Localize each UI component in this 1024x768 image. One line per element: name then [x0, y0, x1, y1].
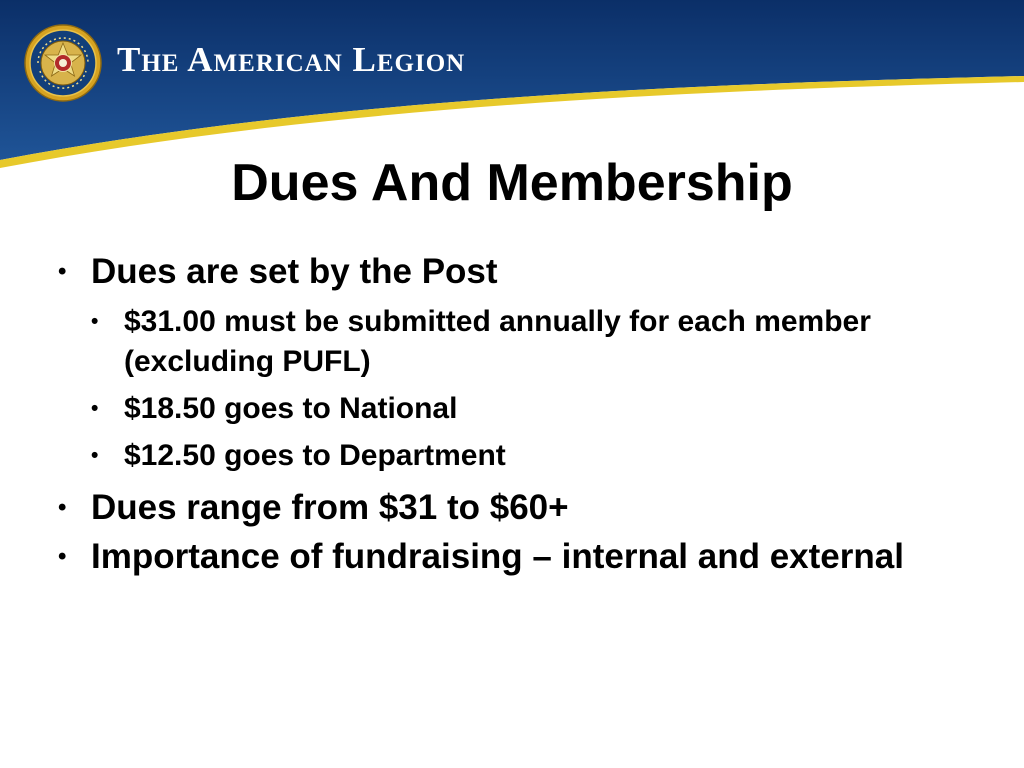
- sub-bullet-list: [91, 302, 958, 476]
- bullet-text: Importance of fundraising – internal and external: [91, 537, 904, 576]
- sub-bullet-marker: •: [91, 397, 99, 420]
- bullet-marker: •: [58, 494, 67, 521]
- bullet-marker: •: [58, 258, 67, 285]
- sub-bullet-marker: •: [91, 310, 99, 333]
- bullet-item-fundraising: [58, 539, 958, 574]
- header-band: [0, 0, 1024, 170]
- bullet-item-dues-range: [58, 490, 958, 525]
- sub-bullet-text: $31.00 must be submitted annually for each member (excluding PUFL): [124, 305, 871, 378]
- bullet-marker: •: [58, 543, 67, 570]
- sub-bullet-text: $18.50 goes to National: [124, 392, 458, 425]
- sub-bullet-item-department: [91, 436, 958, 476]
- bullet-text: Dues are set by the Post: [91, 252, 498, 291]
- bullet-text: Dues range from $31 to $60+: [91, 488, 569, 527]
- bullet-list: [58, 254, 958, 588]
- sub-bullet-text: $12.50 goes to Department: [124, 439, 506, 472]
- organization-name: The American Legion: [117, 40, 466, 79]
- sub-bullet-item-annual-submission: [91, 302, 958, 382]
- slide-title: Dues And Membership: [231, 154, 793, 212]
- bullet-item-dues-set: [58, 254, 958, 476]
- sub-bullet-marker: •: [91, 444, 99, 467]
- sub-bullet-item-national: [91, 389, 958, 429]
- american-legion-emblem-icon: [24, 24, 102, 102]
